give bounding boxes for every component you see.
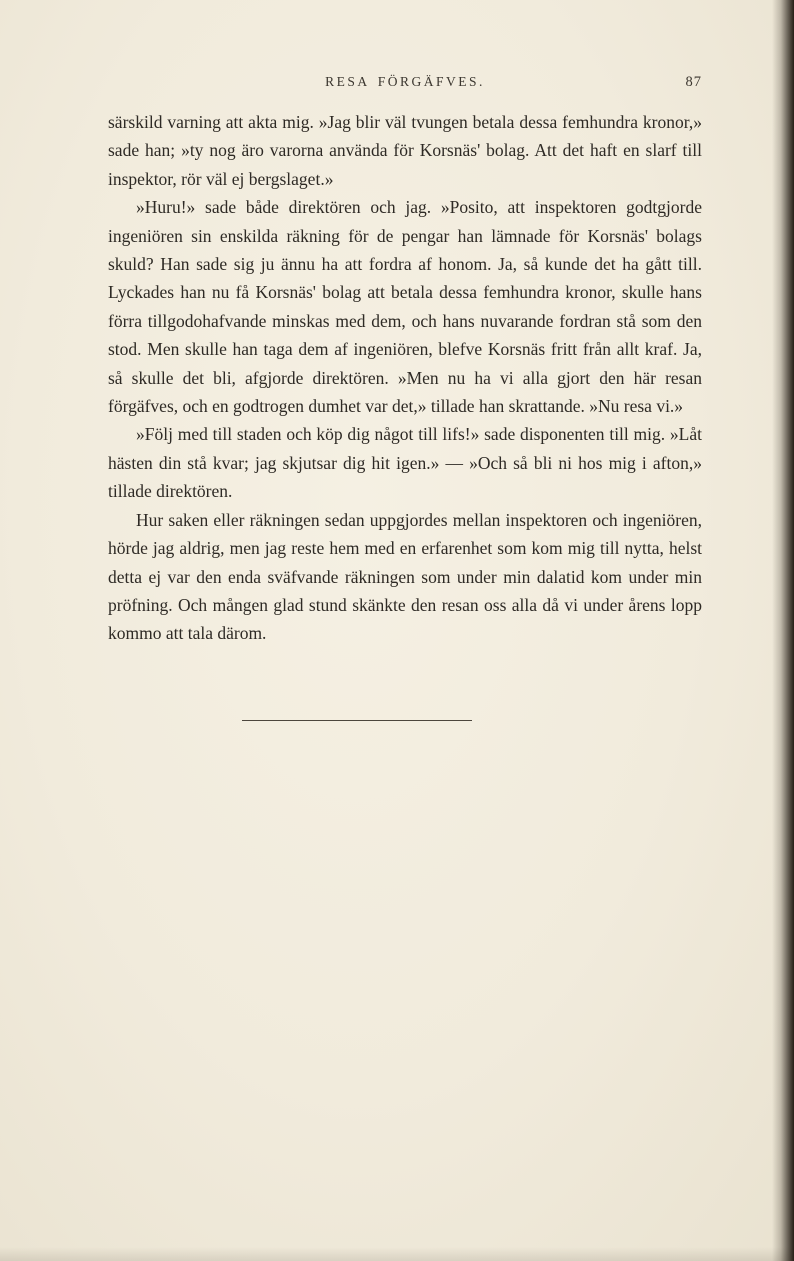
paragraph: »Följ med till staden och köp dig något till lifs!» sade disponenten till mig. »Låt hästen din stå kvar; jag skjutsar dig hit igen.» — »Och så bli ni hos mig i afton,» tillade direktören. bbox=[108, 424, 702, 502]
page-number: 87 bbox=[685, 74, 702, 90]
page-edge-shadow bbox=[772, 0, 794, 1261]
section-divider bbox=[242, 720, 472, 721]
paragraph: »Huru!» sade både direktören och jag. »Posito, att inspektoren godtgjorde ingeniören sin enskilda räkning för de pengar han lämnade för Korsnäs' bolags skuld? Han sade sig ju ännu ha att fordra af honom. Ja, så kunde det ha gått till. Lyckades han nu få Korsnäs' bolag att betala dessa femhundra kronor, skulle hans förra tillgodohafvande minskas med dem, och hans nuvarande fordran stå som den stod. Men skulle han taga dem af ingeniören, blefve Korsnäs fritt från allt kraf. Ja, så skulle det bli, afgjorde direktören. »Men nu ha vi alla gjort den här resan förgäfves, och en godtrogen dumhet var det,» tillade han skrattande. »Nu resa vi.» bbox=[108, 197, 702, 417]
paragraph: Hur saken eller räkningen sedan uppgjordes mellan inspektoren och ingeniören, hörde jag aldrig, men jag reste hem med en erfarenhet som kom mig till nytta, helst detta ej var den enda sväfvande räkningen som under min dalatid kom under min pröfning. Och mången glad stund skänkte den resan oss alla då vi under årens lopp kommo att tala därom. bbox=[108, 509, 702, 644]
body-text bbox=[108, 108, 702, 648]
page-text-block bbox=[108, 74, 702, 721]
paragraph: särskild varning att akta mig. »Jag blir väl tvungen betala dessa femhundra kronor,» sade han; »ty nog äro varorna använda för Korsnäs' bolag. Att det haft en slarf till inspektor, rör väl ej bergslaget.» bbox=[108, 112, 702, 189]
running-head bbox=[108, 74, 702, 96]
running-head-title: RESA FÖRGÄFVES. bbox=[325, 74, 485, 89]
page-bottom-shade bbox=[0, 1247, 794, 1261]
